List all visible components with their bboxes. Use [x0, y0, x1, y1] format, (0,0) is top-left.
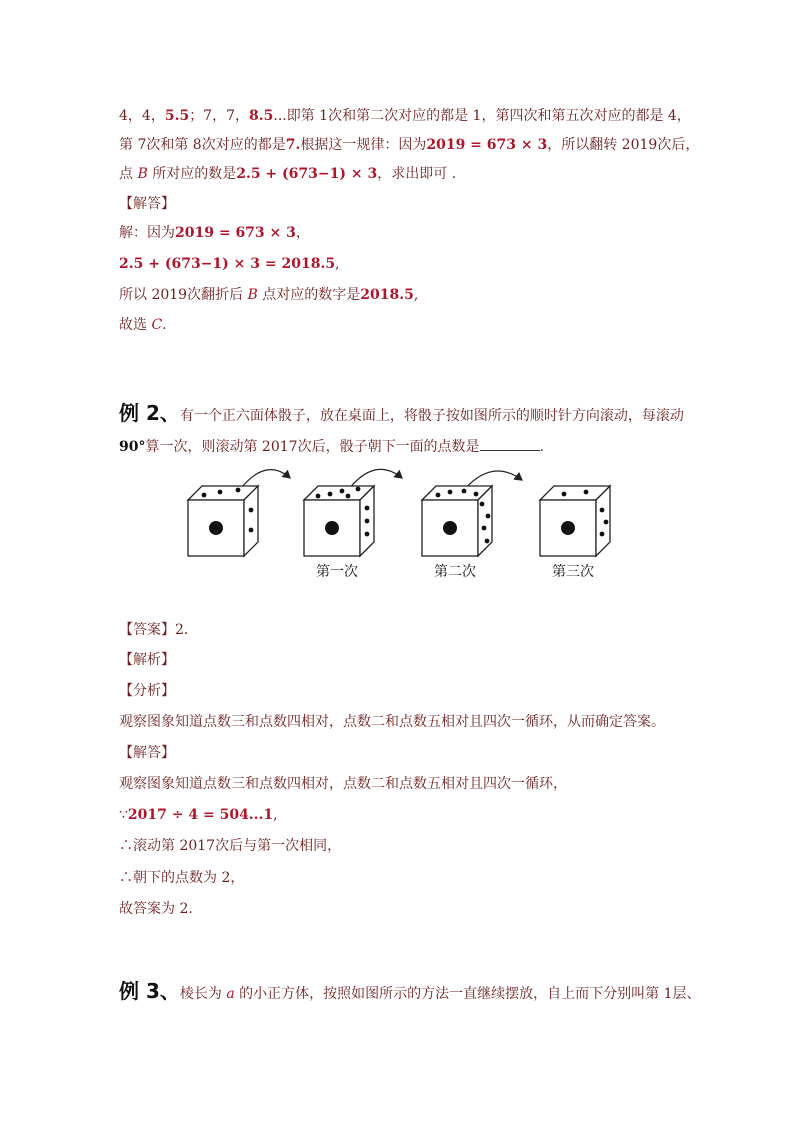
example-label: 例 3、: [119, 979, 180, 1003]
text: .: [162, 317, 167, 333]
pip: [249, 508, 254, 513]
jieda-line-5: 故答案为 2.: [119, 901, 193, 917]
pip: [202, 493, 207, 498]
text: ，求出即可 .: [377, 166, 457, 182]
solution-line-4: [119, 315, 167, 335]
text: .: [539, 439, 545, 455]
pip: [365, 532, 370, 537]
text: 根据这一规律：因为: [300, 137, 427, 153]
pip: [480, 502, 485, 507]
pip: [218, 490, 223, 495]
pip: [482, 526, 487, 531]
text: 的小正方体，按照如图所示的方法一直继续摆放，自上而下分别叫第 1层、: [234, 986, 701, 1002]
pip: [249, 528, 254, 533]
therefore-symbol: ∴: [119, 838, 133, 854]
pip: [365, 519, 370, 524]
pip: [604, 520, 609, 525]
die-2: [422, 486, 492, 556]
solution-heading: 【解答】: [119, 196, 175, 212]
text: 5.5: [164, 108, 190, 124]
formula: 2019 = 673 × 3: [426, 137, 548, 153]
pip: [316, 494, 321, 499]
text: 点: [119, 166, 138, 182]
die-0: [188, 486, 258, 556]
pip: [462, 489, 467, 494]
text: 8.5: [249, 108, 274, 124]
pip: [600, 532, 605, 537]
pip: [562, 492, 567, 497]
pip: [474, 492, 479, 497]
pip: [486, 514, 491, 519]
dice-label-3: 第三次: [552, 564, 594, 580]
pip: [485, 539, 490, 544]
pip: [325, 521, 339, 535]
fenxi-text: 观察图象知道点数三和点数四相对，点数二和点数五相对且四次一循环，从而确定答案。: [119, 714, 665, 730]
variable: B: [247, 287, 258, 303]
text: 90°: [119, 439, 146, 455]
text: ...即第 1次和第二次对应的都是 1，第四次和第五次对应的都是 4，: [273, 108, 691, 124]
text: ，所以翻转 2019次后，: [547, 137, 700, 153]
dice-rolling-figure: [180, 466, 620, 586]
pip: [561, 521, 575, 535]
text: 点对应的数字是: [257, 287, 361, 303]
because-symbol: ∵: [119, 807, 128, 823]
pip: [346, 494, 351, 499]
example3-line-1: [119, 978, 701, 1007]
variable: B: [137, 166, 148, 182]
formula: 2.5 + (673−1) × 3: [236, 166, 378, 182]
analysis-line-3: [119, 164, 456, 184]
example2-line-1: [119, 400, 684, 429]
text: 所以 2019次翻折后: [119, 287, 248, 303]
answer-label: 【答案】: [119, 622, 175, 638]
answer-line: [119, 620, 188, 640]
pip: [436, 493, 441, 498]
text: 故选: [119, 317, 152, 333]
jieda-line-4: [119, 868, 244, 888]
text: 滚动第 2017次后与第一次相同，: [133, 838, 342, 854]
text: 解：因为: [119, 225, 175, 241]
solution-line-3: [119, 285, 418, 305]
variable: a: [226, 986, 235, 1002]
answer-blank: [480, 436, 540, 451]
example-label: 例 2、: [119, 401, 180, 425]
pip: [328, 492, 333, 497]
text: ，: [295, 225, 310, 241]
text: ,: [413, 287, 419, 303]
text: 7.: [285, 137, 301, 153]
pip: [584, 490, 589, 495]
dice-label-1: 第一次: [316, 564, 358, 580]
solution-line-1: [119, 223, 310, 243]
text: 4，4，: [119, 108, 165, 124]
pip: [448, 490, 453, 495]
jieda-heading: 【解答】: [119, 745, 175, 761]
text: ,: [335, 256, 340, 272]
pip: [365, 506, 370, 511]
pip: [209, 521, 223, 535]
therefore-symbol: ∴: [119, 870, 133, 886]
answer-value: 2.: [175, 622, 189, 638]
jieda-line-2: [119, 805, 278, 825]
variable: C: [151, 317, 163, 333]
pip: [236, 488, 241, 493]
analysis-line-1: [119, 106, 691, 126]
dice-label-2: 第二次: [434, 564, 476, 580]
analysis-line-2: [119, 135, 699, 155]
fenxi-heading: 【分析】: [119, 683, 175, 699]
formula: 2018.5: [360, 287, 414, 303]
solution-line-2: [119, 254, 340, 274]
jieda-line-1: 观察图象知道点数三和点数四相对，点数二和点数五相对且四次一循环，: [119, 776, 567, 792]
formula: 2019 = 673 × 3: [175, 225, 296, 241]
die-3: [540, 486, 610, 556]
text: ,: [273, 807, 278, 823]
pip: [600, 508, 605, 513]
die-1: [304, 486, 374, 556]
analysis-heading: 【解析】: [119, 652, 175, 668]
pip: [356, 487, 361, 492]
example2-line-2: [119, 436, 544, 457]
text: ；7，7，: [189, 108, 250, 124]
text: 所对应的数是: [147, 166, 237, 182]
text: 算一次，则滚动第 2017次后，骰子朝下一面的点数是: [145, 439, 480, 455]
text: 朝下的点数为 2，: [133, 870, 245, 886]
pip: [340, 489, 345, 494]
formula: 2.5 + (673−1) × 3 = 2018.5: [119, 256, 336, 272]
formula: 2017 ÷ 4 = 504...1: [127, 807, 274, 823]
text: 棱长为: [179, 986, 227, 1002]
text: 有一个正六面体骰子，放在桌面上，将骰子按如图所示的顺时针方向滚动，每滚动: [179, 408, 684, 424]
text: 第 7次和第 8次对应的都是: [119, 137, 286, 153]
pip: [443, 521, 457, 535]
jieda-line-3: [119, 836, 341, 856]
